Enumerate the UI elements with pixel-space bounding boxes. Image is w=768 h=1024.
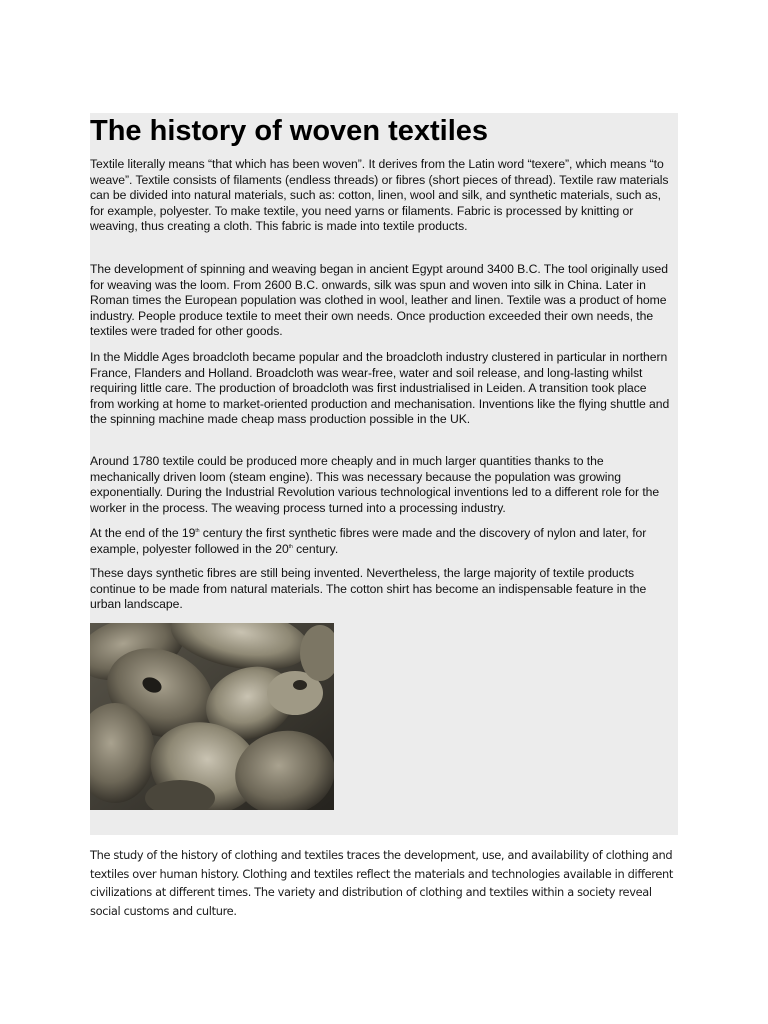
paragraph-ancient-history: The development of spinning and weaving began in ancient Egypt around 3400 B.C. The tool originally used for weaving was the loom. From 2600 B.C. onwards, silk was spun and woven into silk in China. Later in Roman times the European population was clothed in wool, leather and linen. Textile was a product of home industry. People produce textile to meet their own needs. Once production exceeded their own needs, the textiles were traded for other goods. [90, 262, 668, 339]
paragraph-synthetic-text-3: century. [292, 541, 339, 556]
superscript-th-2: th [288, 543, 293, 550]
article-title: The history of woven textiles [90, 115, 489, 147]
footer-summary-paragraph: The study of the history of clothing and textiles traces the development, use, and availability of clothing and textiles over human history. Clothing and textiles reflect the materials and technologies available in different civilizations at different times. The variety and distribution of clothing and textiles within a society reveal social customs and culture. [90, 848, 674, 918]
paragraph-middle-ages: In the Middle Ages broadcloth became popular and the broadcloth industry clustered in particular in northern France, Flanders and Holland. Broadcloth was wear-free, water and soil release, and long-lasting whilst requiring little care. The production of broadcloth was first industrialised in Leiden. A transition took place from working at home to market-oriented production and mechanisation. Inventions like the flying shuttle and the spinning machine made cheap mass production possible in the UK. [90, 350, 670, 427]
paragraph-modern-day: These days synthetic fibres are still being invented. Nevertheless, the large majority of textile products continue to be made from natural materials. The cotton shirt has become an indispensable feature in the urban landscape. [90, 566, 647, 612]
yarn-spools-photo [90, 623, 334, 810]
yarn-spools-illustration [90, 623, 334, 810]
paragraph-definition: Textile literally means “that which has been woven”. It derives from the Latin word “texere”, which means “to weave”. Textile consists of filaments (endless threads) or fibres (short pieces of thread). Textile raw materials can be divided into natural materials, such as: cotton, linen, wool and silk, and synthetic materials, such as, for example, polyester. To make textile, you need yarns or filaments. Fabric is processed by knitting or weaving, thus creating a cloth. This fabric is made into textile products. [90, 157, 669, 234]
paragraph-synthetic-text-2: century the first synthetic fibres were made and the discovery of nylon and later, for example, polyester followed in the 20 [90, 526, 647, 556]
paragraph-synthetic-fibres [90, 526, 672, 557]
paragraph-industrial-revolution: Around 1780 textile could be produced more cheaply and in much larger quantities thanks to the mechanically driven loom (steam engine). This was necessary because the population was growing exponentially. During the Industrial Revolution various technological inventions led to a different role for the worker in the process. The weaving process turned into a processing industry. [90, 454, 660, 515]
paragraph-synthetic-text-1: At the end of the 19 [90, 526, 196, 540]
superscript-th-1: th [195, 528, 200, 534]
